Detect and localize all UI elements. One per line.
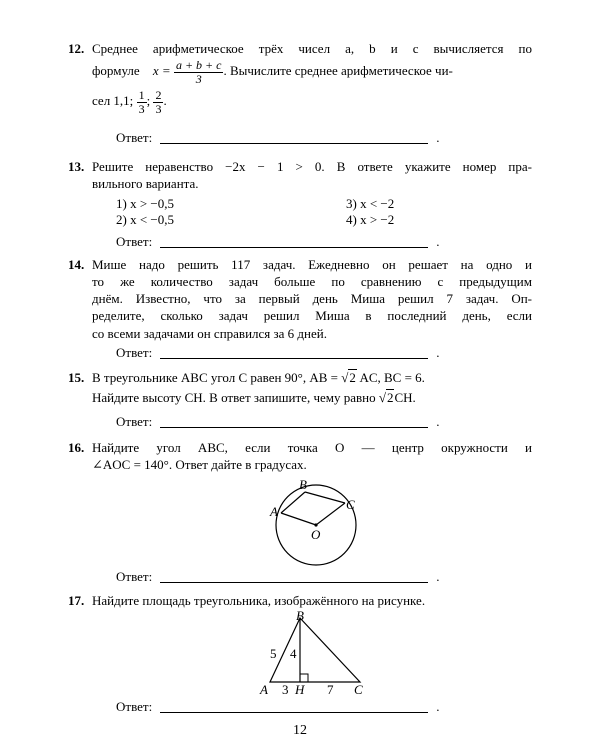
problem-17 [68,592,532,609]
chord-bc [305,492,345,503]
problem-text-line: то же количество задач больше по сравнению с предыдущим [92,274,532,290]
formula-line [92,59,532,85]
label-b: B [299,477,307,492]
answer-line[interactable] [160,571,428,583]
answer-label: Ответ: [116,234,153,249]
problem-number: 13. [68,159,85,174]
answer-label: Ответ: [116,130,153,145]
formula-fraction [174,59,224,85]
radius-oa [281,513,316,525]
label-c: C [346,497,355,512]
fraction-one-third [137,89,147,115]
fraction-numerator: 1 [138,88,145,103]
label-a: A [260,682,268,697]
answer-dot: . [436,699,440,714]
problem-number: 16. [68,440,85,455]
answer-label: Ответ: [116,345,153,360]
label-a: A [270,504,278,519]
label-h: H [295,682,305,697]
problem-text: сел 1,1; [92,93,134,109]
side-ab-length: 5 [270,646,277,661]
right-angle-mark [300,674,308,682]
option-1[interactable]: 1) x > −0,5 [116,196,174,211]
option-3[interactable]: 3) x < −2 [346,196,395,211]
segment-ah-length: 3 [282,682,289,697]
problem-text: AC, BC = 6. [359,370,425,385]
triangle-figure [252,610,374,698]
sqrt-expression: √2 [378,390,394,406]
circle-figure [260,475,370,570]
triangle-abc [270,618,360,682]
answer-label: Ответ: [116,414,153,429]
sqrt-expression: √2 [341,370,356,385]
answer-line[interactable] [160,132,428,144]
option-4[interactable]: 4) x > −2 [346,212,395,227]
answer-dot: . [436,345,440,360]
problem-number: 12. [68,41,85,56]
problem-15 [68,369,532,406]
height-length: 4 [290,646,297,661]
problem-text-line: Мише надо решить 117 задач. Ежедневно он решает на одно и [92,257,532,272]
fraction-denominator: 3 [138,101,145,116]
problem-12 [68,40,532,116]
numbers-line [92,89,532,115]
answer-dot: . [436,569,440,584]
problem-number: 17. [68,593,85,608]
answer-dot: . [436,414,440,429]
answer-options [116,195,416,231]
problem-16 [68,439,532,473]
fraction-numerator: 2 [155,88,162,103]
option-2[interactable]: 2) x < −0,5 [116,212,174,227]
answer-field-16[interactable] [116,568,439,585]
problem-text-line: ределите, сколько задач решил Миша в последний день, если [92,308,532,324]
problem-text: . Вычислите среднее арифметическое чи- [223,63,453,79]
answer-field-14[interactable] [116,344,439,361]
problem-text-line: днём. Известно, что за первый день Миша решил 7 задач. Оп- [92,291,532,307]
answer-line[interactable] [160,416,428,428]
segment-hc-length: 7 [327,682,334,697]
answer-label: Ответ: [116,699,153,714]
answer-line[interactable] [160,236,428,248]
separator: ; [146,93,151,109]
problem-text-line: Найдите угол ABC, если точка O — центр окружности и [92,440,532,455]
problem-13 [68,158,532,192]
radius-oc [316,503,345,525]
page-number: 12 [293,723,307,738]
problem-text-line: вильного варианта. [92,176,199,192]
problem-text-line: Решите неравенство −2x − 1 > 0. В ответе укажите номер пра- [92,159,532,174]
period: . [163,93,167,109]
fraction-two-thirds [153,89,163,115]
problem-text: Найдите высоту CH. В ответ запишите, чему равно [92,390,376,406]
chord-ab [281,492,305,513]
problem-text-line [92,369,532,386]
problem-text: В треугольнике ABC угол C равен 90°, AB = [92,370,339,385]
answer-label: Ответ: [116,569,153,584]
formula-lhs: x = [152,63,171,79]
formula-numerator: a + b + c [175,58,222,73]
problem-text-line: ∠AOC = 140°. Ответ дайте в градусах. [92,457,307,473]
answer-line[interactable] [160,347,428,359]
problem-text-line [92,389,532,406]
problem-text: формуле [92,63,140,79]
answer-field-13[interactable] [116,233,439,250]
answer-dot: . [436,130,440,145]
problem-number: 14. [68,257,85,272]
problem-14 [68,256,532,342]
problem-text-line: Найдите площадь треугольника, изображённого на рисунке. [92,593,426,608]
problem-number: 15. [68,370,85,385]
answer-line[interactable] [160,701,428,713]
problem-text-line: Среднее арифметическое трёх чисел a, b и c вычисляется по [92,41,532,56]
problem-text-line: со всеми задачами он справился за 6 дней. [92,325,327,341]
answer-field-17[interactable] [116,698,439,715]
answer-field-12[interactable] [116,129,439,146]
label-b: B [296,610,304,623]
label-o: O [311,527,321,542]
problem-text: CH. [394,390,416,406]
fraction-denominator: 3 [155,101,162,116]
label-c: C [354,682,363,697]
sqrt-radicand: 2 [349,370,356,385]
formula-denominator: 3 [195,71,202,86]
sqrt-radicand: 2 [386,390,394,406]
answer-field-15[interactable] [116,413,439,430]
answer-dot: . [436,234,440,249]
